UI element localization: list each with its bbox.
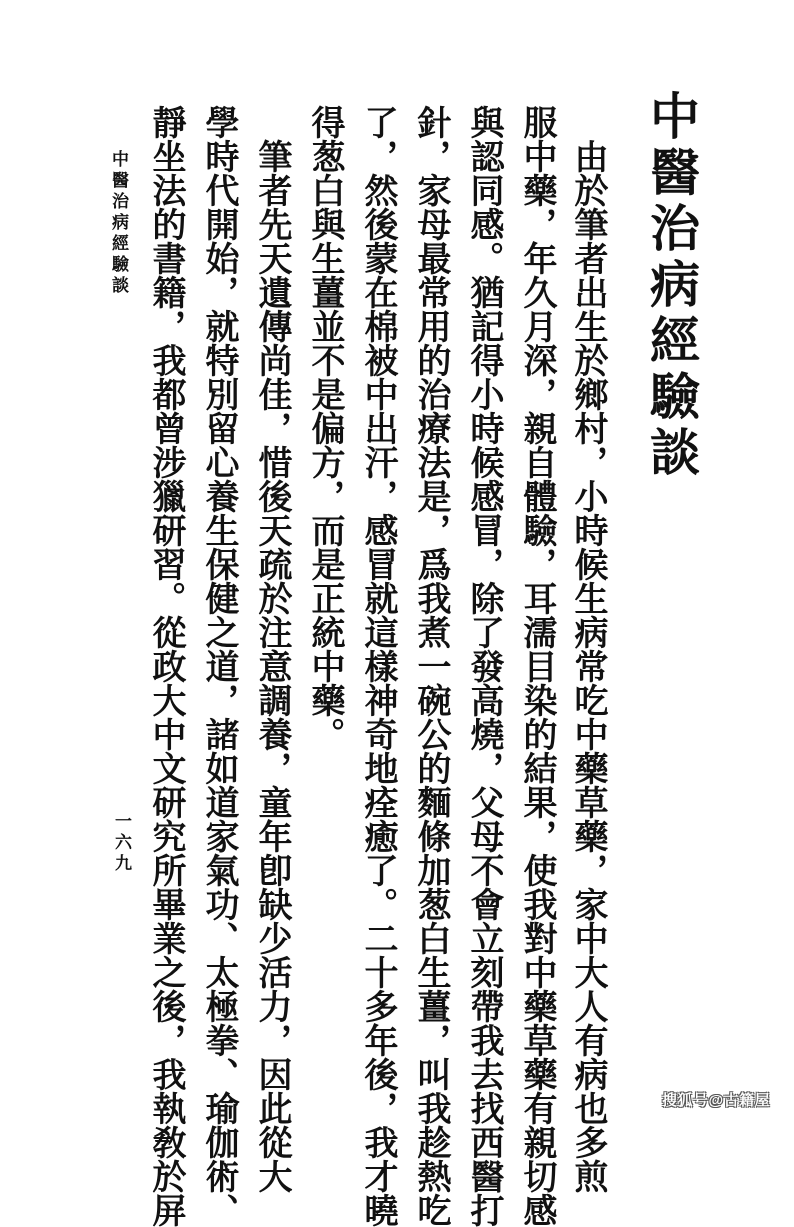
text-column-9: 靜坐法的書籍，我都曾涉獵研習。從政大中文研究所畢業之後，我執敎於屏	[146, 105, 186, 1227]
text-column-3: 與認同感。猶記得小時候感冒，除了發高燒，父母不會立刻帶我去找西醫打	[464, 105, 504, 1227]
page-number: 一六九	[111, 812, 131, 875]
text-column-1: 由於筆者出生於鄉村，小時候生病常吃中藥草藥，家中大人有病也多煎	[568, 105, 608, 1193]
text-column-5: 了，然後蒙在棉被中出汗，感冒就這樣神奇地痊癒了。二十多年後，我才曉	[358, 105, 398, 1227]
watermark-text: 搜狐号@古籍屋	[662, 1092, 771, 1109]
text-column-2: 服中藥，年久月深，親自體驗，耳濡目染的結果，使我對中藥草藥有親切感	[517, 105, 557, 1227]
text-column-4: 針，家母最常用的治療法是，爲我煮一碗公的麵條加葱白生薑，叫我趁熱吃	[411, 105, 451, 1227]
text-column-8: 學時代開始，就特別留心養生保健之道，諸如道家氣功、太極拳、瑜伽術、	[199, 105, 239, 1227]
text-column-7: 筆者先天遺傳尚佳，惜後天疏於注意調養，童年卽缺少活力，因此從大	[252, 105, 292, 1193]
chapter-title: 中醫治病經驗談	[642, 90, 701, 482]
running-head: 中醫治病經驗談	[108, 150, 128, 297]
text-column-6: 得葱白與生薑並不是偏方，而是正統中藥。	[305, 105, 345, 751]
